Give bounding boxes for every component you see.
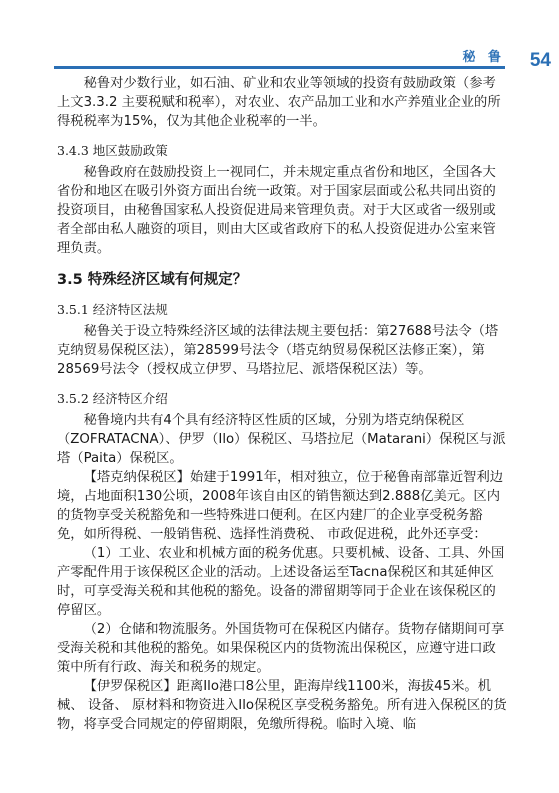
running-title: 秘 鲁 xyxy=(462,50,505,65)
paragraph: （1）工业、农业和机械方面的税务优惠。只要机械、设备、工具、外国产零配件用于该保税区企业的活动。上述设备运至Tacna保税区和其延伸区时，可享受海关税和其他税的豁免。设备的滞留期等同于企业在该保税区的停留区。 xyxy=(57,546,505,618)
header-rule xyxy=(54,66,505,69)
paragraph: 【伊罗保税区】距离Ilo港口8公里，距海岸线1100米，海拔45米。机械、 设备、 原材料和物资进入Ilo保税区享受税务豁免。所有进入保税区的货物，将享受合同规定的停留期限，免缴所得税。临时入境、临 xyxy=(57,679,507,732)
section-heading-3-5-2: 3.5.2 经济特区介绍 xyxy=(57,391,168,406)
paragraph: （2）仓储和物流服务。外国货物可在保税区内储存。货物存储期间可享受海关税和其他税的豁免。如果保税区内的货物流出保税区，应遵守进口政策中所有行政、海关和税务的规定。 xyxy=(57,622,505,675)
paragraph: 秘鲁政府在鼓励投资上一视同仁，并未规定重点省份和地区，全国各大省份和地区在吸引外资方面出台统一政策。对于国家层面或公私共同出资的投资项目，由秘鲁国家私人投资促进局来管理负责。对于大区或省一级别或者全部由私人融资的项目，则由大区或省政府下的私人投资促进办公室来管理负责。 xyxy=(57,165,496,256)
paragraph: 秘鲁境内共有4个具有经济特区性质的区域，分别为塔克纳保税区（ZOFRATACNA）、伊罗（Ilo）保税区、马塔拉尼（Matarani）保税区与派塔（Paita）保税区。 xyxy=(57,413,506,466)
paragraph: 秘鲁关于设立特殊经济区域的法律法规主要包括：第27688号法令（塔克纳贸易保税区法），第28599号法令（塔克纳贸易保税区法修正案），第28569号法令（授权成立伊罗、马塔拉尼、派塔保税区法）等。 xyxy=(57,324,499,377)
page-header xyxy=(0,0,559,80)
section-heading-3-4-3: 3.4.3 地区鼓励政策 xyxy=(57,143,168,158)
paragraph: 秘鲁对少数行业，如石油、矿业和农业等领域的投资有鼓励政策（参考上文3.3.2 主要税赋和税率），对农业、农产品加工业和水产养殖业企业的所得税税率为15%，仅为其他企业税率的一半。 xyxy=(57,76,501,129)
page-body xyxy=(57,74,509,734)
section-heading-3-5-1: 3.5.1 经济特区法规 xyxy=(57,302,168,317)
paragraph: 【塔克纳保税区】始建于1991年，相对独立，位于秘鲁南部靠近智利边境，占地面积130公顷，2008年该自由区的销售额达到2.888亿美元。区内的货物享受关税豁免和一些特殊进口便利。在区内建厂的企业享受税务豁免，如所得税、一般销售税、选择性消费税、 市政促进税，此外还享受： xyxy=(57,470,504,542)
section-heading-3-5: 3.5 特殊经济区域有何规定？ xyxy=(57,272,248,288)
page-number: 54 xyxy=(529,50,551,71)
